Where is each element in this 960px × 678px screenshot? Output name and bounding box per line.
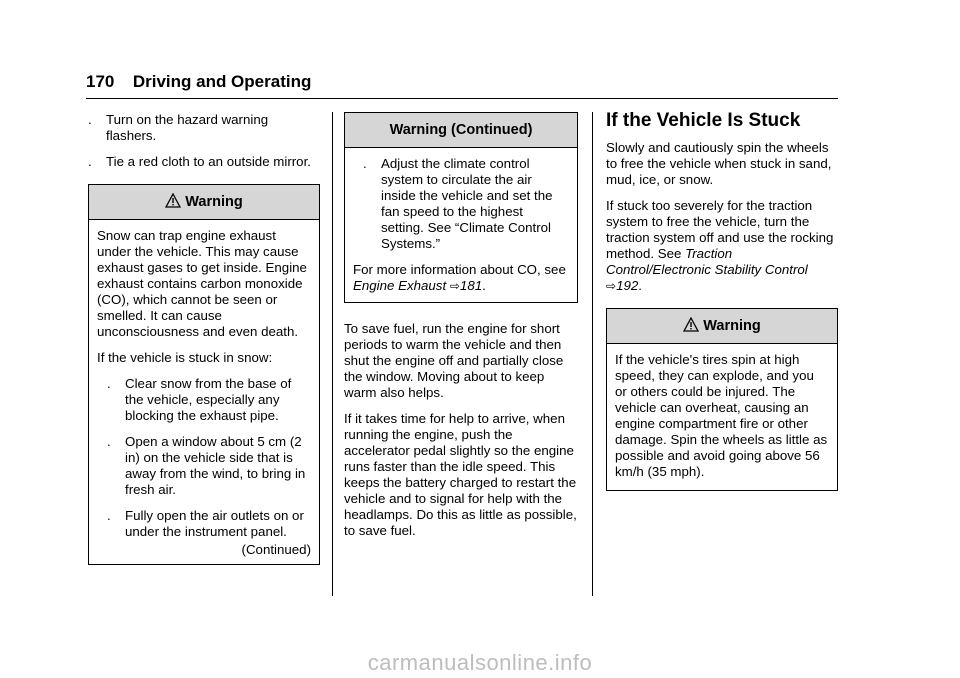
continued-label: (Continued) <box>241 542 311 557</box>
warning-box <box>88 184 320 565</box>
list-item <box>107 376 311 424</box>
warning-body <box>89 220 319 564</box>
page-ref-number[interactable]: 192 <box>616 278 639 293</box>
list-item-text: Turn on the hazard warning flashers. <box>106 112 269 143</box>
column-divider-2 <box>592 112 593 596</box>
warning-paragraph: If the vehicle is stuck in snow: <box>97 350 273 365</box>
page-title: Driving and Operating <box>132 72 312 91</box>
traction-control-link[interactable]: Traction Control/Electronic Stability Control <box>606 246 808 277</box>
warning-header <box>607 309 837 344</box>
warning-box <box>606 308 838 491</box>
punctuation: . <box>482 278 486 293</box>
warning-header <box>89 185 319 220</box>
column-1 <box>88 112 320 565</box>
list-item-text: Fully open the air outlets on or under the instrument panel. <box>125 508 304 539</box>
body-paragraph: If it takes time for help to arrive, when running the engine, push the accelerator pedal slightly so the engine runs faster than the idle speed. This keeps the battery charged to restart the vehicle and to signal for help with the headlamps. Do this as little as possible, to save fuel. <box>344 411 577 538</box>
body-text: If stuck too severely for the traction system to free the vehicle, turn the traction system off and use the rocking method. See <box>606 198 834 261</box>
list-item <box>107 434 311 498</box>
watermark: carmanualsonline.info <box>367 650 593 675</box>
bullet-dot: . <box>107 508 111 523</box>
list-item <box>363 156 569 252</box>
list-item-text: Clear snow from the base of the vehicle, especially any blocking the exhaust pipe. <box>125 376 292 423</box>
bullet-dot: . <box>107 376 111 391</box>
header-rule <box>86 98 838 99</box>
warning-paragraph: If the vehicle's tires spin at high speed, they can explode, and you or others could be injured. The vehicle can overheat, causing an engine compartment fire or other damage. Spin the wheels as little as possible and avoid going above 56 km/h (35 mph). <box>615 352 828 479</box>
list-item-text: Tie a red cloth to an outside mirror. <box>106 154 311 169</box>
list-item-text: Adjust the climate control system to circulate the air inside the vehicle and set the fan speed to the highest setting. See “Climate Control Systems.” <box>381 156 553 251</box>
bullet-dot: . <box>88 154 92 169</box>
warning-triangle-icon <box>165 193 181 208</box>
bullet-dot: . <box>107 434 111 449</box>
body-paragraph: Slowly and cautiously spin the wheels to free the vehicle when stuck in sand, mud, ice, or snow. <box>606 140 832 187</box>
bullet-dot: . <box>363 156 367 171</box>
warning-title: Warning <box>703 318 761 334</box>
bullet-dot: . <box>88 112 92 127</box>
warning-paragraph <box>353 262 569 294</box>
engine-exhaust-link[interactable]: Engine Exhaust <box>353 278 447 293</box>
list-item <box>88 154 320 170</box>
page-ref-icon: ⇨ <box>449 279 460 293</box>
warning-body <box>345 148 577 302</box>
warning-box-continued <box>344 112 578 303</box>
page-header <box>86 72 838 92</box>
info-text: For more information about CO, see <box>353 262 566 277</box>
column-2 <box>344 112 578 549</box>
page-ref-icon: ⇨ <box>606 279 617 293</box>
list-item <box>88 112 320 144</box>
column-3 <box>606 110 838 491</box>
page-number: 170 <box>86 72 115 91</box>
warning-body <box>607 344 837 490</box>
warning-paragraph: Snow can trap engine exhaust under the vehicle. This may cause exhaust gases to get inside. Engine exhaust contains carbon monoxide (CO), which cannot be seen or smelled. It can cause unconsciousness and even death. <box>97 228 307 339</box>
warning-triangle-icon <box>683 317 699 332</box>
column-divider-1 <box>332 112 333 596</box>
body-paragraph <box>606 198 838 294</box>
page-ref-number[interactable]: 181 <box>459 278 483 293</box>
punctuation: . <box>638 278 642 293</box>
list-item-text: Open a window about 5 cm (2 in) on the vehicle side that is away from the wind, to bring in fresh air. <box>125 434 306 497</box>
body-paragraph: To save fuel, run the engine for short periods to warm the vehicle and then shut the engine off and partially close the window. Moving about to keep warm also helps. <box>344 321 564 400</box>
list-item <box>107 508 311 540</box>
warning-title: Warning <box>185 194 243 210</box>
section-title: If the Vehicle Is Stuck <box>606 110 801 131</box>
warning-header: Warning (Continued) <box>345 113 577 148</box>
